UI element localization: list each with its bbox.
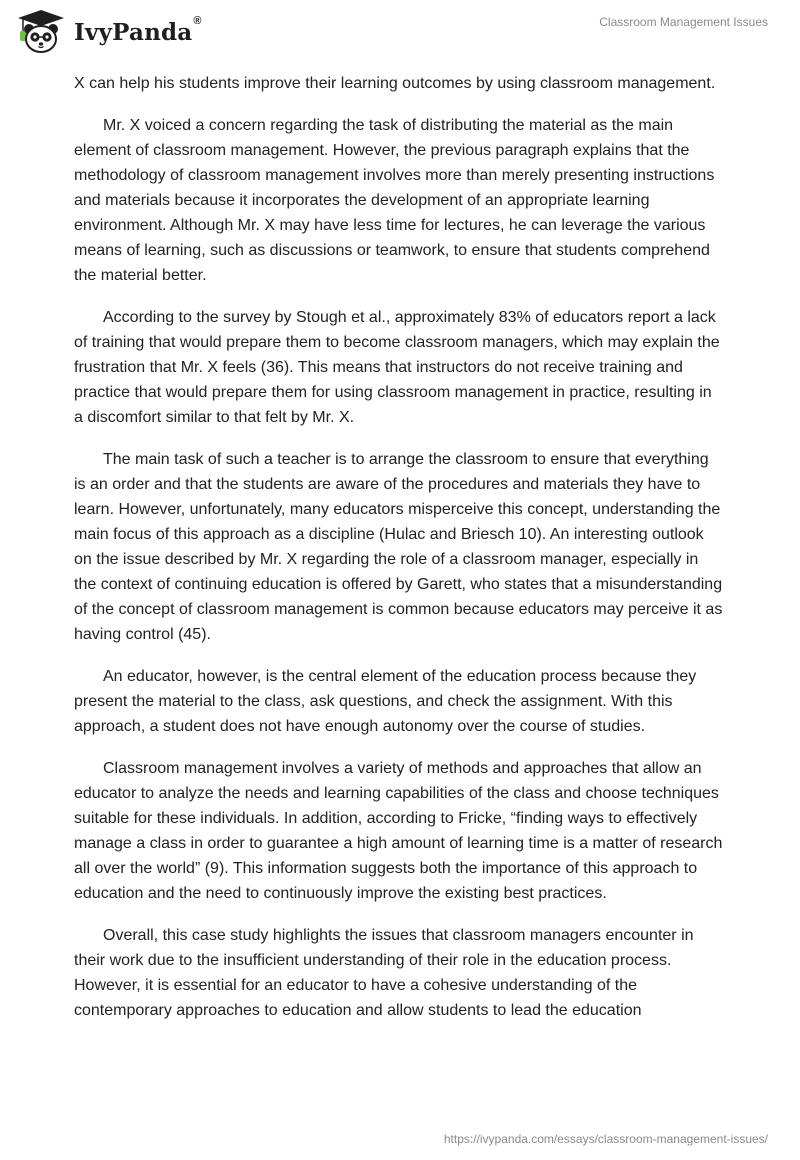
paragraph: Mr. X voiced a concern regarding the task of distributing the material as the main element of classroom management. However, the previous paragraph explains that the methodology of classroom management involves more than merely presenting instructions and materials because it incorporates the development of an appropriate learning environment. Although Mr. X may have less time for lectures, he can leverage the various means of learning, such as discussions or teamwork, to ensure that students comprehend the material better. (74, 117, 715, 284)
paragraph: According to the survey by Stough et al., approximately 83% of educators report a lack of training that would prepare them to become classroom managers, which may explain the frustration that Mr. X feels (36). This means that instructors do not receive training and practice that would prepare them for using classroom management in practice, resulting in a discomfort similar to that felt by Mr. X. (74, 309, 720, 426)
paragraph: X can help his students improve their learning outcomes by using classroom management. (74, 75, 716, 92)
paragraph: The main task of such a teacher is to arrange the classroom to ensure that everything is an order and that the students are aware of the procedures and materials they have to learn. However, unfortunately, many educators misperceive this concept, understanding the main focus of this approach as a discipline (Hulac and Briesch 10). An interesting outlook on the issue described by Mr. X regarding the role of a classroom manager, especially in the context of continuing education is offered by Garett, who states that a misunderstanding of the concept of classroom management is common because educators may perceive it as having control (45). (74, 451, 723, 643)
paragraph: Overall, this case study highlights the issues that classroom managers encounter in their work due to the insufficient understanding of their role in the education process. However, it is essential for an educator to have a cohesive understanding of the contemporary approaches to education and allow students to lead the education (74, 927, 694, 1019)
document-title: Classroom Management Issues (599, 15, 768, 29)
page-header (0, 0, 800, 70)
registered-mark: ® (193, 14, 202, 27)
essay-body (74, 71, 724, 1040)
brand-logo[interactable] (14, 8, 202, 54)
brand-name: IvyPanda® (74, 14, 202, 46)
paragraph: Classroom management involves a variety of methods and approaches that allow an educator to analyze the needs and learning capabilities of the class and choose techniques suitable for these individuals. In addition, according to Fricke, “finding ways to effectively manage a class in order to guarantee a high amount of learning time is a matter of research all over the world” (9). This information suggests both the importance of this approach to education and the need to continuously improve the existing best practices. (74, 760, 723, 902)
panda-graduate-icon (14, 8, 68, 54)
source-url[interactable]: https://ivypanda.com/essays/classroom-management-issues/ (443, 1132, 768, 1146)
paragraph: An educator, however, is the central element of the education process because they present the material to the class, ask questions, and check the assignment. With this approach, a student does not have enough autonomy over the course of studies. (74, 668, 697, 735)
